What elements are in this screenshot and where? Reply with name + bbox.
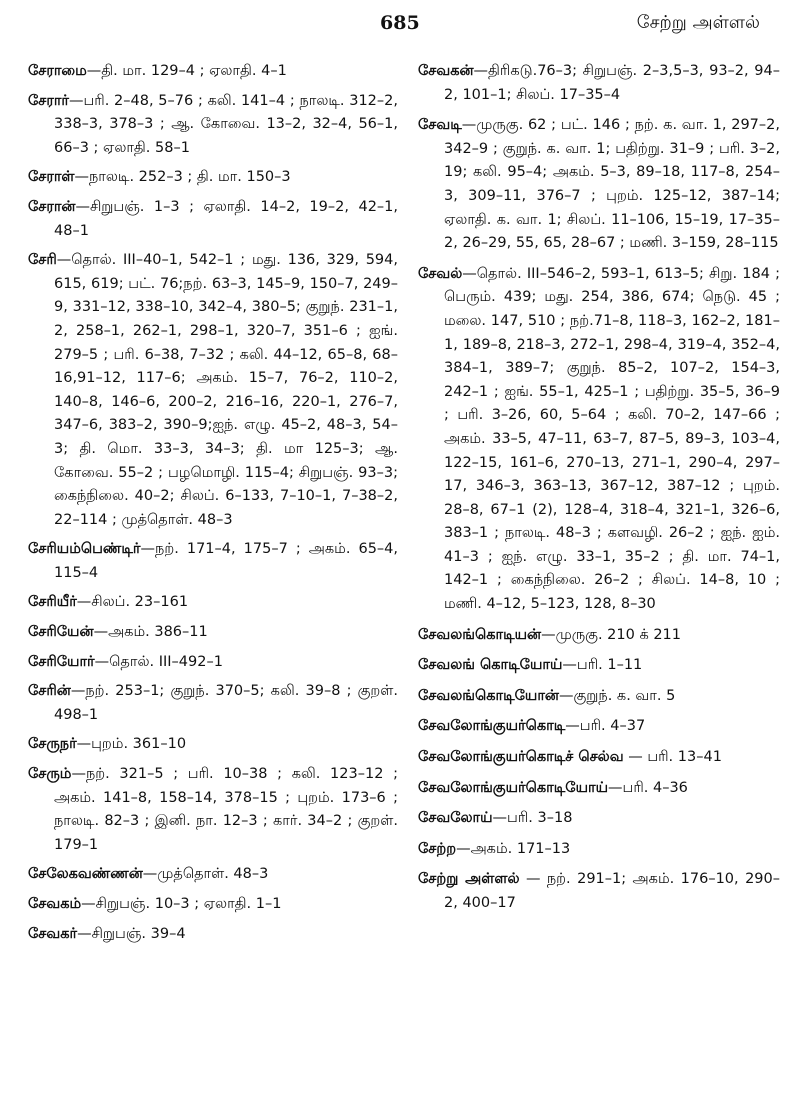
entry-headword: சேவகன் xyxy=(418,63,474,79)
index-entry xyxy=(28,60,398,84)
index-entry xyxy=(418,868,780,915)
entry-headword: சேவலோய் xyxy=(418,810,493,827)
entry-headword: சேவகம் xyxy=(28,896,82,912)
entry-references: —பரி. 3–18 xyxy=(492,810,573,827)
index-entry xyxy=(28,591,398,615)
index-entry xyxy=(28,621,398,645)
entry-references: —சிறுபஞ். 1–3 ; ஏலாதி. 14–2, 19–2, 42–1, 48–1 xyxy=(54,198,398,239)
index-entry xyxy=(418,654,780,678)
index-entry xyxy=(418,746,780,770)
index-entry xyxy=(418,624,780,648)
index-entry xyxy=(418,807,780,831)
entry-references: — நற். 291–1; அகம். 176–10, 290–2, 400–17 xyxy=(444,871,780,911)
index-entry xyxy=(28,680,398,727)
entry-headword: சேலேகவண்ணன் xyxy=(28,866,143,883)
index-entry xyxy=(28,763,398,857)
entry-headword: சேவலோங்குயர்கொடி xyxy=(418,718,566,735)
index-entry xyxy=(28,196,398,243)
index-entry xyxy=(28,249,398,532)
entry-references: —தி. மா. 129–4 ; ஏலாதி. 4–1 xyxy=(86,63,287,79)
entry-references: —திரிகடு.76–3; சிறுபஞ். 2–3,5–3, 93–2, 94–2, 101–1; சிலப். 17–35–4 xyxy=(444,63,780,103)
index-entry xyxy=(418,685,780,709)
entry-headword: சேரும் xyxy=(28,766,72,783)
entry-headword: சேவடி xyxy=(418,117,462,134)
running-head: சேற்று அள்ளல் xyxy=(636,12,760,33)
entry-references: —பரி. 2–48, 5–76 ; கலி. 141–4 ; நாலடி. 312–2, 338–3, 378–3 ; ஆ. கோவை. 13–2, 32–4, 56–1, 66–3 ; ஏலாதி. 58–1 xyxy=(54,92,398,156)
entry-references: —புறம். 361–10 xyxy=(76,736,187,753)
entry-references: —நற். 253–1; குறுந். 370–5; கலி. 39–8 ; குறள். 498–1 xyxy=(54,683,398,723)
entry-headword: சேரார் xyxy=(28,92,69,109)
index-entry xyxy=(418,60,780,107)
index-entry xyxy=(418,114,780,256)
entry-references: —தொல். III–492–1 xyxy=(94,653,223,670)
entry-references: —நற். 321–5 ; பரி. 10–38 ; கலி. 123–12 ; அகம். 141–8, 158–14, 378–15 ; புறம். 173–6 ; நாலடி. 82–3 ; இனி. நா. 12–3 ; கார். 34–2 ; குறள். 179–1 xyxy=(54,766,398,853)
entry-references: —நற். 171–4, 175–7 ; அகம். 65–4, 115–4 xyxy=(54,541,398,581)
entry-references: —பரி. 4–37 xyxy=(565,718,646,735)
index-entry xyxy=(28,733,398,757)
entry-headword: சேற்ற xyxy=(418,840,457,857)
entry-headword: சேவல் xyxy=(418,265,463,282)
entry-headword: சேவலங் கொடியோய் xyxy=(418,657,563,674)
index-entry xyxy=(28,166,398,190)
entry-references: —தொல். III–40–1, 542–1 ; மது. 136, 329, 594, 615, 619; பட். 76;நற். 63–3, 145–9, 150–7, 249–9, 331–12, 338–10, 342–4, 380–5; குறுந். 231–1, 2, 258–1, 262–1, 298–1, 320–7, 351–6 ; ஐங். 279–5 ; பரி. 6–38, 7–32 ; கலி. 44–12, 65–8, 68–16,91–12, 117–6; அகம். 15–7, 76–2, 110–2, 140–8, 146–6, 200–2, 216–16, 220–1, 276–7, 347–6, 383–2, 390–9;ஐந். எழு. 45–2, 48–3, 54–3; தி. மொ. 33–3, 34–3; தி. மா 125–3; ஆ. கோவை. 55–2 ; பழமொழி. 115–4; சிறுபஞ். 93–3; கைந்நிலை. 40–2; சிலப். 6–133, 7–10–1, 7–38–2, 22–114 ; முத்தொள். 48–3 xyxy=(54,252,398,528)
index-entry xyxy=(418,263,780,617)
entry-headword: சேற்று அள்ளல் xyxy=(418,871,520,888)
entry-headword: சேவகர் xyxy=(28,925,78,942)
entry-headword: சேரியோர் xyxy=(28,653,95,670)
entry-references: —குறுந். க. வா. 5 xyxy=(558,687,676,704)
entry-headword: சேரியீர் xyxy=(28,594,77,611)
right-column xyxy=(418,60,780,923)
index-entry xyxy=(28,538,398,585)
entry-headword: சேராள் xyxy=(28,169,75,186)
index-entry xyxy=(418,838,780,862)
entry-headword: சேரி xyxy=(28,252,57,269)
entry-headword: சேவலங்கொடியன் xyxy=(418,626,542,643)
entry-references: —முத்தொள். 48–3 xyxy=(142,866,269,883)
entry-headword: சேவலோங்குயர்கொடியோய் xyxy=(418,779,609,796)
entry-references: —பரி. 4–36 xyxy=(608,779,688,796)
entry-headword: சேரியேன் xyxy=(28,624,94,641)
entry-references: —முருகு. 62 ; பட். 146 ; நற். க. வா. 1, 297–2, 342–9 ; குறுந். க. வா. 1; பதிற்று. 31–9 ; பரி. 3–2, 19; கலி. 95–4; அகம். 5–3, 89–18, 117–8, 254–3, 309–11, 376–7 ; புறம். 125–12, 387–14; ஏலாதி. க. வா. 1; சிலப். 11–106, 15–19, 17–35–2, 26–29, 55, 65, 28–67 ; மணி. 3–159, 28–115 xyxy=(444,117,780,252)
entry-references: —பரி. 1–11 xyxy=(562,657,643,674)
index-entry xyxy=(28,90,398,161)
entry-headword: சேருநர் xyxy=(28,736,77,753)
entry-references: — பரி. 13–41 xyxy=(623,749,722,766)
entry-references: —சிறுபஞ். 10–3 ; ஏலாதி. 1–1 xyxy=(81,896,282,912)
entry-headword: சேவலங்கொடியோன் xyxy=(418,687,559,704)
entry-headword: சேராமை xyxy=(28,63,87,79)
entry-references: —நாலடி. 252–3 ; தி. மா. 150–3 xyxy=(74,169,291,186)
index-entry xyxy=(28,893,398,917)
left-column xyxy=(28,60,398,952)
entry-references: —அகம். 171–13 xyxy=(456,840,571,857)
entry-headword: சேவலோங்குயர்கொடிச் செல்வ xyxy=(418,749,624,766)
entry-headword: சேரியம்பெண்டிர் xyxy=(28,541,141,558)
entry-headword: சேரான் xyxy=(28,198,76,215)
index-entry xyxy=(28,923,398,947)
entry-references: —அகம். 386–11 xyxy=(93,624,208,641)
index-entry xyxy=(28,651,398,675)
index-entry xyxy=(28,863,398,887)
index-entry xyxy=(418,715,780,739)
entry-references: —சிறுபஞ். 39–4 xyxy=(77,925,186,942)
entry-headword: சேரின் xyxy=(28,683,71,700)
entry-references: —சிலப். 23–161 xyxy=(76,594,189,611)
index-entry xyxy=(418,777,780,801)
page-number: 685 xyxy=(380,12,420,34)
entry-references: —முருகு. 210 க் 211 xyxy=(541,626,682,643)
entry-references: —தொல். III–546–2, 593–1, 613–5; சிறு. 184 ; பெரும். 439; மது. 254, 386, 674; நெடு. 45 ; மலை. 147, 510 ; நற்.71–8, 118–3, 162–2, 181–1, 189–8, 218–3, 272–1, 298–4, 319–4, 352–4, 384–1, 389–7; குறுந். 85–2, 107–2, 154–3, 242–1 ; ஐங். 55–1, 425–1 ; பதிற்று. 35–5, 36–9 ; பரி. 3–26, 60, 5–64 ; கலி. 70–2, 147–66 ; அகம். 33–5, 47–11, 63–7, 87–5, 89–3, 103–4, 122–15, 161–6, 270–13, 271–1, 290–4, 297–17, 346–3, 363–13, 367–12, 387–12 ; புறம். 28–8, 67–1 (2), 128–4, 318–4, 321–1, 326–6, 383–1 ; நாலடி. 48–3 ; களவழி. 26–2 ; ஐந். ஐம். 41–3 ; ஐந். எழு. 33–1, 35–2 ; தி. மா. 74–1, 142–1 ; கைந்நிலை. 26–2 ; சிலப். 14–8, 10 ; மணி. 4–12, 5–123, 128, 8–30 xyxy=(444,265,780,613)
